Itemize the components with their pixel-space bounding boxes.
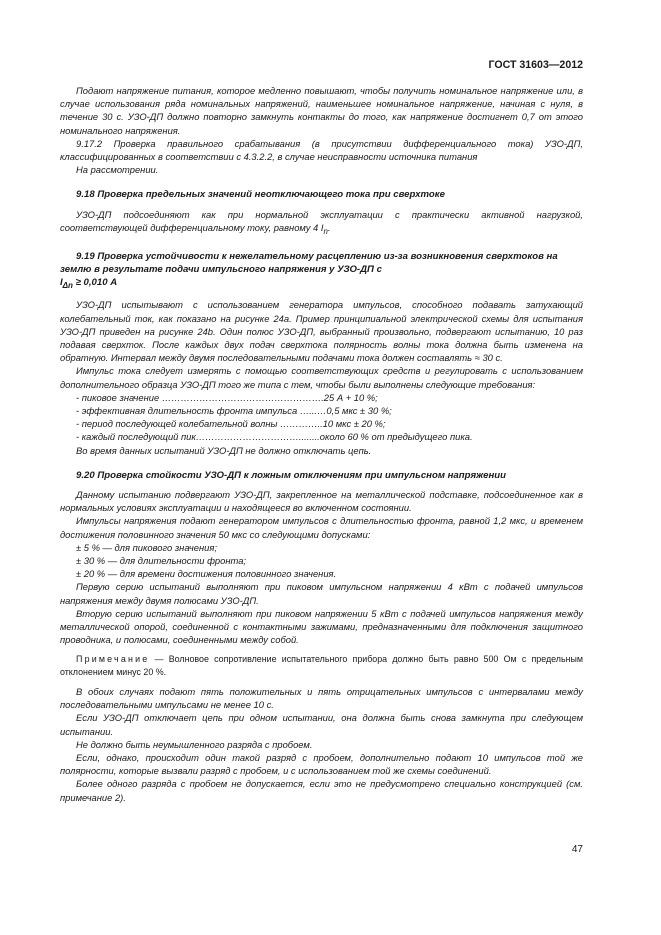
symbol-i: I [60, 277, 63, 289]
note-text: — Волновое сопротивление испытательного прибора должно быть равно 500 Ом с предельным отклонением минус 20 %. [60, 653, 583, 677]
list-item: ± 30 % — для длительности фронта; [76, 555, 247, 567]
threshold-value: ≥ 0,010 А [72, 277, 118, 289]
page-number: 47 [571, 844, 583, 855]
note [60, 653, 583, 679]
list-item: - период последующей колебательной волны …………..10 мкс ± 20 %; [76, 418, 386, 430]
symbol-i: I [320, 221, 324, 233]
document-body [60, 84, 583, 804]
paragraph: Если УЗО-ДП отключает цепь при одном испытании, она должна быть снова замкнута при следующем испытании. [60, 712, 583, 737]
paragraph: В обоих случаях подают пять положительных и пять отрицательных импульсов с интервалами между последовательными импульсами не менее 10 с. [60, 685, 583, 711]
paragraph: 9.17.2 Проверка правильного срабатывания (в присутствии дифференциального тока) УЗО-ДП, классифицированных в соответствии с 4.3.2.2, в случае неисправности источника питания [60, 137, 583, 163]
paragraph: Первую серию испытаний выполняют при пиковом импульсном напряжении 4 кВт с подачей импульсов напряжения между двумя полюсами УЗО-ДП. [60, 581, 583, 606]
paragraph: Не должно быть неумышленного разряда с пробоем. [76, 738, 313, 750]
list-item: - каждый последующий пик……………………………........около 60 % от предыдущего пика. [76, 431, 473, 443]
note-label: Примечание [76, 653, 150, 664]
section-heading-9-20: 9.20 Проверка стойкости УЗО-ДП к ложным отключениям при импульсном напряжении [76, 469, 507, 481]
paragraph: Данному испытанию подвергают УЗО-ДП, закрепленное на металлической подставке, подсоединенное как в нормальных условиях эксплуатации и находящееся во включенном состоянии. [60, 489, 583, 514]
paragraph: УЗО-ДП испытывают с использованием генератора импульсов, способного подавать затухающий колебательный ток, как показано на рисунке 24а. Пример принципиальной электрической схемы для испытания УЗО-ДП приведен на рисунке 24b. Один полюс УЗО-ДП, выбранный произвольно, подвергают испытанию, 10 раз подавая сверхток. После каждых двух подач сверхтока полярность волны тока должна быть изменена на обратную. Интервал между двумя последовательными подачами тока должен составлять ≈ 30 с. [60, 299, 583, 364]
section-heading-9-18: 9.18 Проверка предельных значений неотключающего тока при сверхтоке [76, 189, 445, 201]
paragraph: УЗО-ДП подсоединяют как при нормальной эксплуатации с практически активной нагрузкой, соответствующей дифференциальному току, равному 4 $I_n$. [60, 208, 583, 236]
list-item: ± 5 % — для пикового значения; [76, 541, 217, 553]
list-item: ± 20 % — для времени достижения половинного значения. [76, 568, 337, 580]
symbol-subscript: Δn [62, 281, 73, 291]
paragraph: Импульс тока следует измерять с помощью соответствующих средств и регулировать с использованием дополнительного образца УЗО-ДП того же типа с тем, чтобы были выполнены следующие требования: [60, 365, 583, 390]
paragraph: Подают напряжение питания, которое медленно повышают, чтобы получить номинальное напряжение или, в случае использования ряда номинальных напряжений, наименьшее номинальное напряжение, начиная с нуля, в течение 30 с. УЗО-ДП должно повторно замкнуть контакты до того, как напряжение достигнет 0,7 от этого номинального напряжения. [60, 85, 583, 136]
paragraph: Во время данных испытаний УЗО-ДП не должно отключать цепь. [76, 444, 372, 456]
list-item: - пиковое значение …………………………………………….25 А + 10 %; [76, 391, 378, 403]
paragraph: Более одного разряда с пробоем не допускается, если это не предусмотрено специально конструкцией (см. примечание 2). [60, 778, 583, 803]
paragraph: Вторую серию испытаний выполняют при пиковом напряжении 5 кВт с подачей импульсов напряжения между металлической опорой, соединенной с контактными зажимами, предназначенными для подключения защитного проводника, и полюсами, соединенными между собой. [60, 607, 583, 646]
paragraph: Если, однако, происходит один такой разряд с пробоем, дополнительно подают 10 импульсов той же полярности, которые вызвали разряд с пробоем, и с использованием той же схемы соединений. [60, 751, 583, 777]
section-heading-9-19: 9.19 Проверка устойчивости к нежелательному расцеплению из-за возникновения сверхтоков на землю в результате подачи импульсного напряжения у УЗО-ДП с $I_{\Delta n} \ge 0,010$ А [60, 250, 558, 291]
symbol-subscript: n [323, 226, 328, 236]
paragraph: На рассмотрении. [76, 164, 159, 176]
list-item: - эффективная длительность фронта импульса …...…0,5 мкс ± 30 %; [76, 405, 392, 417]
paragraph: Импульсы напряжения подают генератором импульсов с длительностью фронта, равной 1,2 мкс, и временем достижения половинного значения 50 мкс со следующими допусками: [60, 515, 583, 540]
standard-number: ГОСТ 31603—2012 [488, 59, 583, 71]
